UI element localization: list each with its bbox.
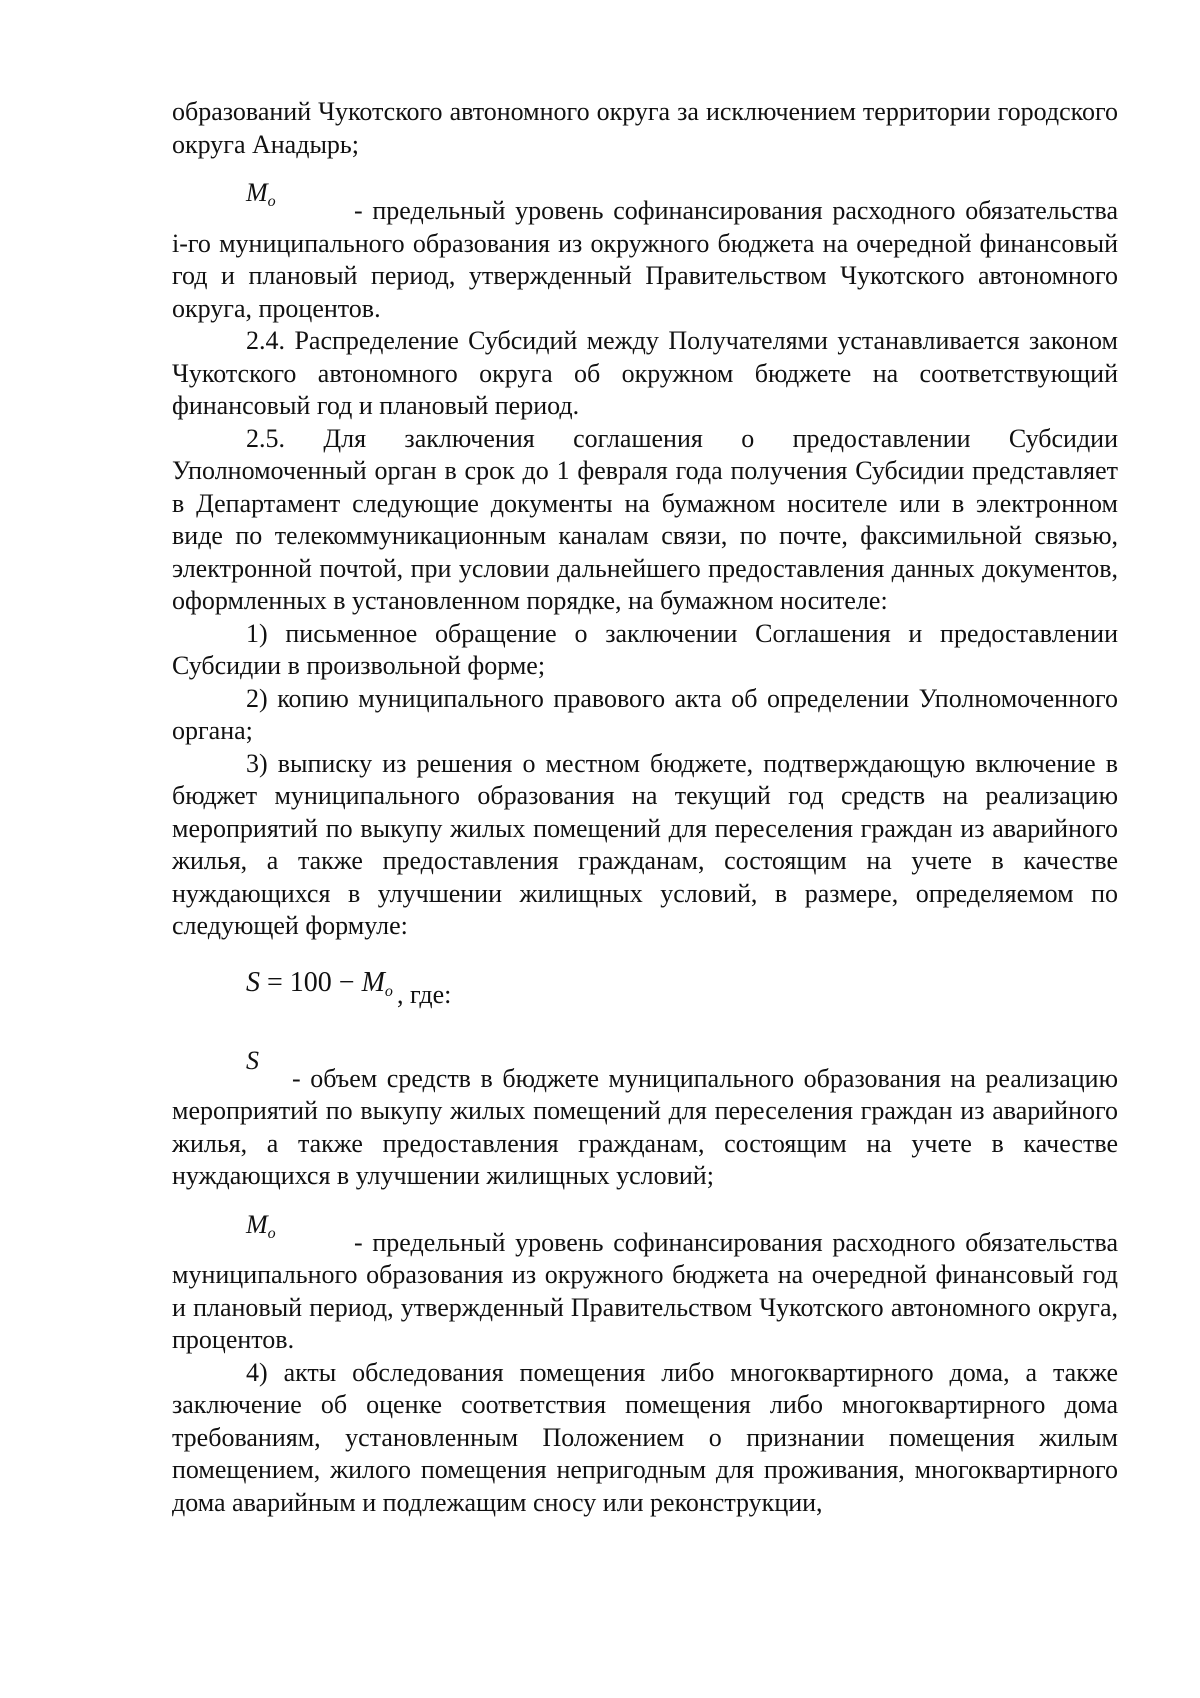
- definition-mo-2: [172, 1209, 1118, 1357]
- definition-s: [172, 1045, 1118, 1193]
- item-1: 1) письменное обращение о заключении Соглашения и предоставлении Субсидии в произвольной форме;: [172, 618, 1118, 680]
- formula-where: , где:: [397, 979, 452, 1009]
- definition-s-text: - объем средств в бюджете муниципального образования на реализацию мероприятий по выкупу жилых помещений для переселения граждан из аварийного жилья, а также предоставления гражданам, состоящим на учете в качестве нуждающихся в улучшении жилищных условий;: [172, 1063, 1118, 1190]
- paragraph-2-4: 2.4. Распределение Субсидий между Получателями устанавливается законом Чукотского автономного округа об окружном бюджете на соответствующий финансовый год и плановый период.: [172, 326, 1118, 420]
- paragraph-municipal-territory: образований Чукотского автономного округа за исключением территории городского округа Анадырь;: [172, 97, 1118, 159]
- definition-mo-2-text: - предельный уровень софинансирования расходного обязательства муниципального образования из окружного бюджета на очередной финансовый год и плановый период, утвержденный Правительством Чукотского автономного округа, процентов.: [172, 1227, 1118, 1354]
- formula-s: [172, 943, 1118, 1063]
- definition-mo-1-text: - предельный уровень софинансирования расходного обязательства i-го муниципального образования из окружного бюджета на очередной финансовый год и плановый период, утвержденный Правительством Чукотского автономного округа, процентов.: [172, 196, 1118, 323]
- symbol-mo: Mo: [246, 178, 276, 210]
- item-3: 3) выписку из решения о местном бюджете, подтверждающую включение в бюджет муниципального образования на текущий год средств на реализацию мероприятий по выкупу жилых помещений для переселения граждан из аварийного жилья, а также предоставления гражданам, состоящим на учете в качестве нуждающихся в улучшении жилищных условий, в размере, определяемом по следующей формуле:: [172, 748, 1118, 940]
- definition-mo-1: [172, 178, 1118, 325]
- paragraph-2-5: 2.5. Для заключения соглашения о предоставлении Субсидии Уполномоченный орган в срок до 1 февраля года получения Субсидии представляет в Департамент следующие документы на бумажном носителе или в электронном виде по телекоммуникационным каналам связи, по почте, факсимильной связью, электронной почтой, при условии дальнейшего предоставления данных документов, оформленных в установленном порядке, на бумажном носителе:: [172, 423, 1118, 615]
- item-4: 4) акты обследования помещения либо многоквартирного дома, а также заключение об оценке соответствия помещения либо многоквартирного дома требованиям, установленным Положением о признании помещения жилым помещением, жилого помещения непригодным для проживания, многоквартирного дома аварийным и подлежащим сносу или реконструкции,: [172, 1357, 1118, 1517]
- symbol-s: S: [246, 1045, 259, 1075]
- symbol-mo-2: Mo: [246, 1209, 276, 1242]
- item-2: 2) копию муниципального правового акта об определении Уполномоченного органа;: [172, 683, 1118, 745]
- document-page: [172, 96, 1118, 1519]
- formula-expression: S = 100 − Mo: [246, 966, 393, 1000]
